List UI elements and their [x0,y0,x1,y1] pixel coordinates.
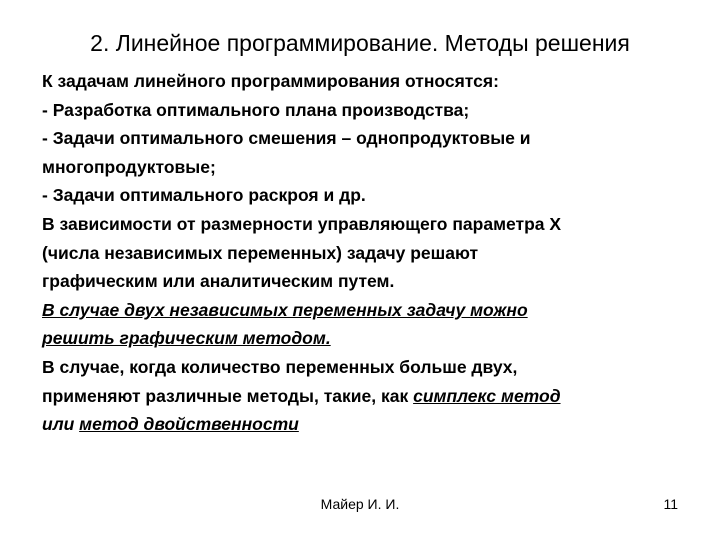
body-line-mixing-1: - Задачи оптимального смешения – однопродуктовые и [42,128,531,149]
body-line-mixing-2: многопродуктовые; [42,156,216,177]
body-line-dimension-1: В зависимости от размерности управляющего параметра X [42,213,562,234]
simplex-method-link: симплекс метод [413,385,561,406]
body-line-intro: К задачам линейного программирования относятся: [42,71,499,91]
body-line-many-variables: В случае, когда количество переменных больше двух, [42,356,518,377]
body-line-dimension-2: (числа независимых переменных) задачу решают [42,242,479,263]
body-line-duality [42,410,682,439]
duality-prefix: или [42,414,80,435]
methods-prefix: применяют различные методы, такие, как [42,385,414,406]
slide-body [42,67,682,439]
footer-page-number: 11 [663,496,678,512]
body-line-methods [42,382,682,411]
footer-author: Майер И. И. [320,496,400,512]
slide-title: 2. Линейное программирование. Методы решения [90,30,630,56]
duality-method-link: метод двойственности [79,414,299,435]
body-line-cutting: - Задачи оптимального раскроя и др. [42,185,366,206]
body-line-graphic-method-2: решить графическим методом. [42,328,331,349]
body-line-production-plan: - Разработка оптимального плана производства; [42,99,470,120]
body-line-dimension-3: графическим или аналитическим путем. [42,271,395,292]
body-line-graphic-method-1: В случае двух независимых переменных задачу можно [42,299,528,320]
